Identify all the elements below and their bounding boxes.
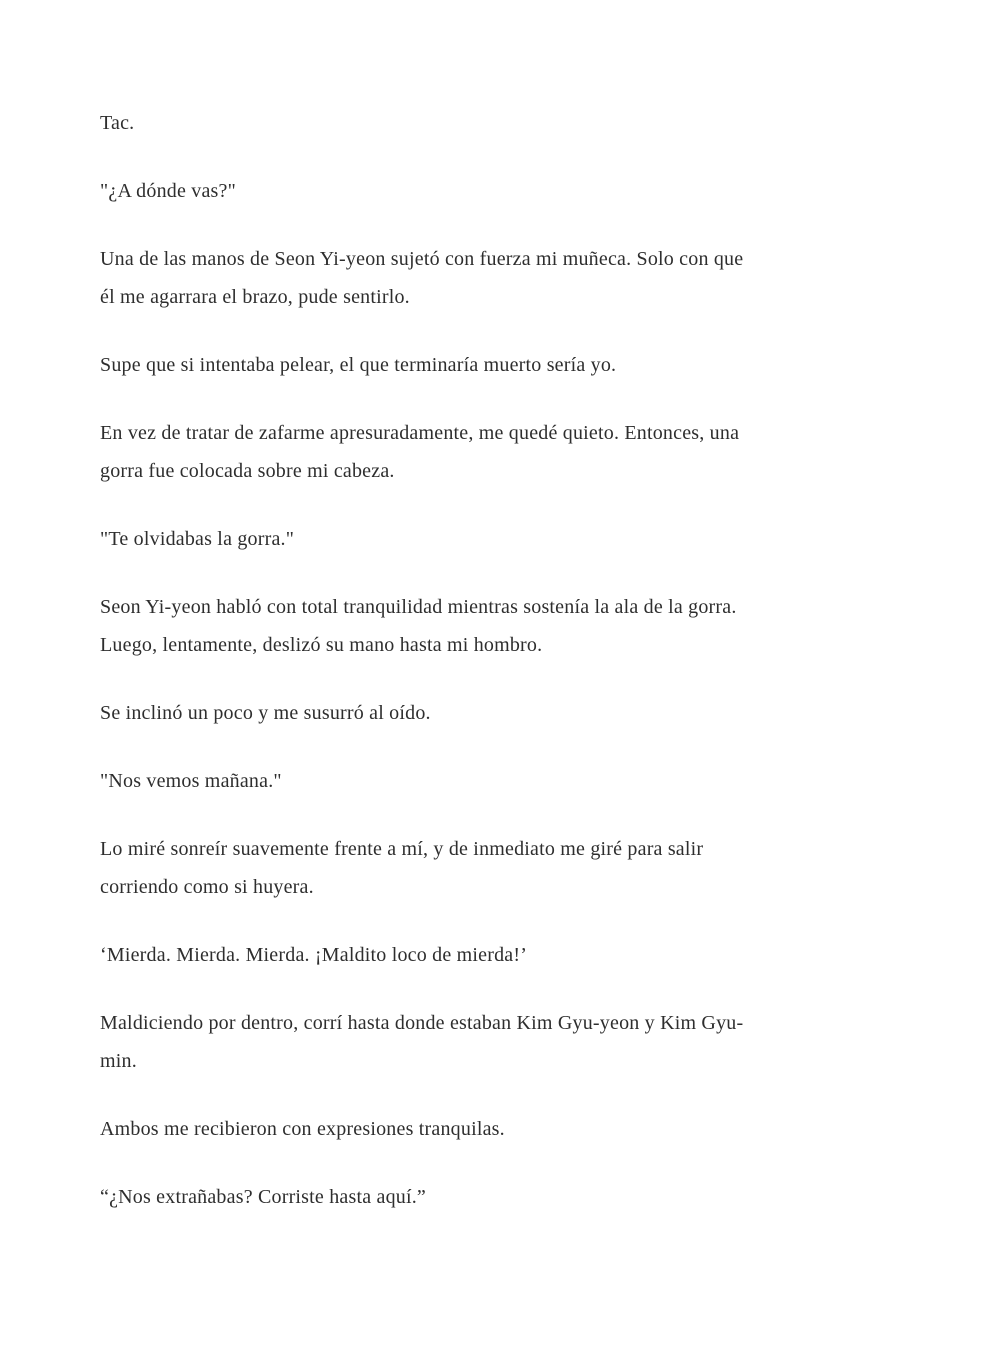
paragraph: Una de las manos de Seon Yi-yeon sujetó con fuerza mi muñeca. Solo con que él me agarrara el brazo, pude sentirlo. (100, 248, 744, 308)
paragraph: “¿Nos extrañabas? Corriste hasta aquí.” (100, 1186, 427, 1208)
paragraph: "Nos vemos mañana." (100, 770, 282, 792)
paragraph: "¿A dónde vas?" (100, 180, 236, 202)
paragraph: Seon Yi-yeon habló con total tranquilidad mientras sostenía la ala de la gorra. Luego, lentamente, deslizó su mano hasta mi hombro. (100, 596, 737, 656)
paragraph: ‘Mierda. Mierda. Mierda. ¡Maldito loco de mierda!’ (100, 944, 528, 966)
paragraph: Se inclinó un poco y me susurró al oído. (100, 702, 431, 724)
paragraph: "Te olvidabas la gorra." (100, 528, 295, 550)
paragraph: Maldiciendo por dentro, corrí hasta donde estaban Kim Gyu-yeon y Kim Gyu- min. (100, 1012, 744, 1072)
paragraph: Lo miré sonreír suavemente frente a mí, y de inmediato me giré para salir corriendo como si huyera. (100, 838, 704, 898)
paragraph: Tac. (100, 112, 135, 134)
paragraph: En vez de tratar de zafarme apresuradamente, me quedé quieto. Entonces, una gorra fue colocada sobre mi cabeza. (100, 422, 740, 482)
paragraph: Ambos me recibieron con expresiones tranquilas. (100, 1118, 505, 1140)
paragraph: Supe que si intentaba pelear, el que terminaría muerto sería yo. (100, 354, 617, 376)
